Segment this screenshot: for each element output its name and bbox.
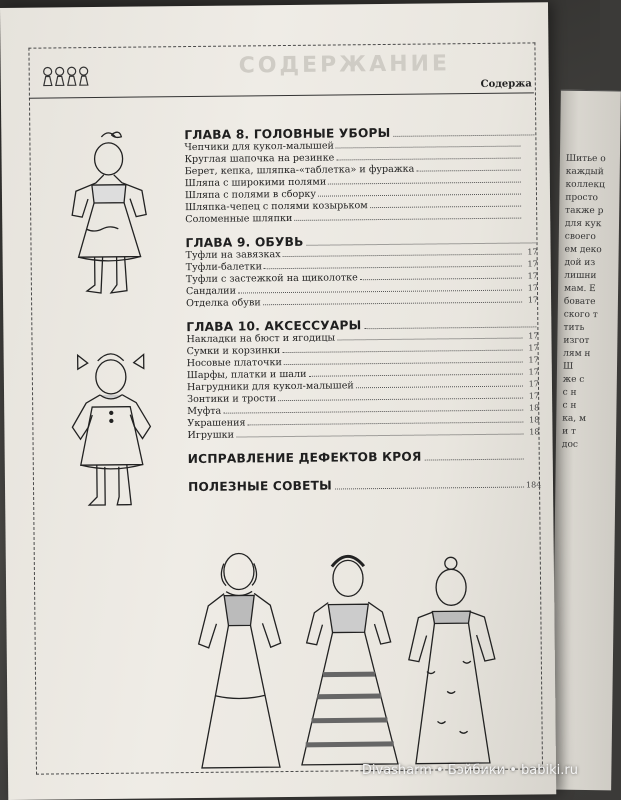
chapter-title: ГЛАВА 10. АКСЕССУАРЫ [186, 318, 362, 335]
entry-label: Круглая шапочка на резинке [184, 152, 335, 166]
dot-leader [335, 487, 524, 490]
dot-leader [360, 278, 522, 281]
entry-label: Шарфы, платки и шали [186, 368, 307, 382]
entry-label: Отделка обуви [186, 297, 261, 310]
entry-page: 18 [529, 427, 540, 437]
entry-label: Туфли-балетки [185, 261, 263, 274]
entry-label: Туфли на завязках [185, 249, 281, 262]
dot-leader [394, 134, 535, 136]
right-page-text-fragment: своего [564, 231, 596, 243]
entry-page: 17 [528, 343, 539, 353]
right-page-text-fragment: также р [565, 205, 604, 217]
entry-label: Сумки и корзинки [186, 345, 281, 358]
entry-page: 17 [528, 391, 540, 401]
right-page-text-fragment: же с [562, 374, 585, 385]
entry-label: Накладки на бюст и ягодицы [186, 332, 336, 346]
section-title: ПОЛЕЗНЫЕ СОВЕТЫ [187, 478, 333, 495]
entry-page: 18 [529, 415, 540, 425]
dot-leader [370, 206, 521, 209]
entry-page: 17 [527, 295, 539, 305]
dot-leader [308, 374, 522, 377]
dot-leader [278, 398, 523, 402]
doll-bows-illustration [56, 342, 168, 533]
dot-leader [337, 338, 522, 341]
doll-sitting-illustration [53, 124, 165, 325]
right-page-text-fragment: для кук [564, 218, 602, 230]
right-page-text-fragment: мам. Е [564, 283, 596, 295]
dot-leader [283, 254, 522, 258]
running-title: Содержа [480, 78, 532, 90]
entry-label: Шляпа с полями в сборку [184, 188, 317, 202]
page-number: 184 [525, 480, 542, 490]
dot-leader [248, 422, 524, 426]
right-page-text-fragment: каждый [565, 166, 604, 178]
entry-page: 17 [527, 259, 538, 269]
section-title: ИСПРАВЛЕНИЕ ДЕФЕКТОВ КРОЯ [187, 449, 422, 467]
dot-leader [238, 290, 522, 294]
doll-empire-gown-illustration [396, 551, 508, 772]
entry-label: Шляпа с широкими полями [184, 176, 327, 190]
entry-page: 17 [527, 283, 539, 293]
dot-leader [336, 146, 521, 149]
right-page-text-fragment: бовате [563, 296, 596, 308]
mini-dolls-icon [41, 65, 89, 88]
dot-leader [294, 218, 521, 221]
entry-label: Чепчики для кукол-малышей [184, 140, 334, 154]
right-page-text-fragment: ем деко [564, 244, 602, 256]
right-page-text-fragment: коллекц [565, 179, 605, 191]
dot-leader [328, 182, 521, 185]
page-header [29, 50, 534, 91]
watermark: Divasharm • Бэйбики • babiki.ru [361, 763, 578, 778]
entry-label: Муфта [187, 405, 222, 418]
doll-gown-1-illustration [184, 535, 297, 776]
right-page-text-fragment: ка, м [562, 413, 587, 424]
entry-page: 17 [528, 355, 539, 365]
entry-page: 17 [528, 331, 539, 341]
dot-leader [356, 386, 523, 389]
ghost-title: СОДЕРЖАНИЕ [238, 51, 451, 79]
right-page-text-fragment: лишни [564, 270, 597, 282]
dot-leader [236, 434, 523, 438]
right-page-text-fragment: просто [565, 192, 599, 204]
entry-label: Сандалии [185, 285, 237, 298]
right-page-text-fragment: тить [563, 322, 585, 333]
dot-leader [284, 362, 523, 366]
right-page-text-fragment: дой из [564, 257, 596, 269]
entry-label: Шляпка-чепец с полями козырьком [185, 200, 368, 214]
entry-page: 17 [528, 379, 540, 389]
dot-leader [416, 170, 520, 172]
table-of-contents [184, 124, 540, 494]
entry-label: Нагрудники для кукол-малышей [186, 380, 354, 394]
right-page-text-fragment: ского т [563, 309, 598, 321]
entry-label: Носовые платочки [186, 357, 282, 370]
entry-label: Украшения [187, 417, 246, 430]
right-page-text-fragment: лям н [563, 348, 591, 360]
right-page-text-fragment: с н [562, 387, 577, 398]
right-page-text-fragment: с н [562, 400, 577, 411]
dot-leader [336, 158, 520, 161]
book-page [0, 2, 556, 800]
entry-page: 18 [528, 403, 540, 413]
entry-label: Соломенные шляпки [185, 212, 293, 226]
right-page-text-fragment: изгот [563, 335, 590, 347]
dot-leader [307, 242, 536, 245]
entry-label: Туфли с застежкой на щиколотке [185, 272, 358, 286]
entry-page: 17 [527, 247, 538, 257]
doll-striped-gown-illustration [288, 544, 410, 775]
entry-label: Берет, кепка, шляпка-«таблетка» и фуражка [184, 163, 415, 178]
right-page-rule [561, 90, 621, 93]
dot-leader [223, 410, 523, 414]
entry-label: Зонтики и трости [187, 393, 277, 406]
entry-page: 17 [527, 271, 538, 281]
dot-leader [263, 302, 522, 306]
entry-label: Игрушки [187, 429, 235, 442]
chapter-title: ГЛАВА 9. ОБУВЬ [185, 234, 304, 251]
right-page-text-fragment: и т [562, 426, 577, 437]
dot-leader [364, 326, 536, 329]
right-page-text-fragment: дос [561, 439, 579, 450]
right-page-text-fragment: Шитье о [565, 153, 606, 165]
dot-leader [318, 194, 521, 197]
dot-leader [282, 350, 522, 354]
right-page [551, 90, 621, 791]
entry-page: 17 [528, 367, 539, 377]
dot-leader [264, 266, 522, 270]
chapter-title: ГЛАВА 8. ГОЛОВНЫЕ УБОРЫ [184, 125, 391, 143]
dot-leader [425, 459, 524, 461]
right-page-text-fragment: Ш [562, 361, 574, 372]
